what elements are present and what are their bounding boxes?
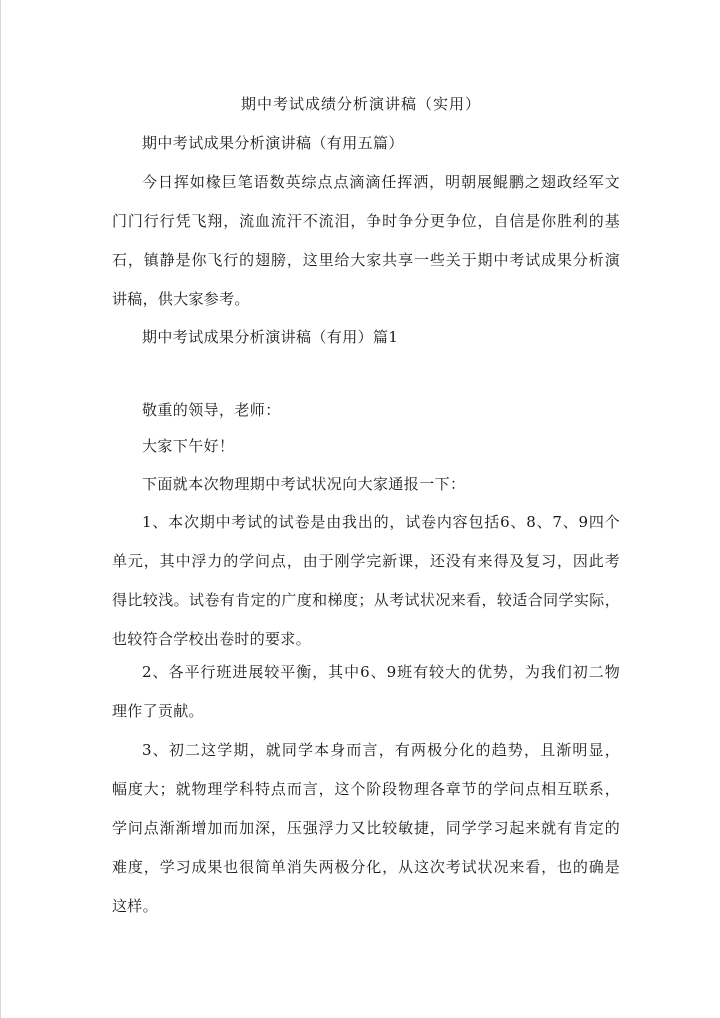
point-line: 单元，其中浮力的学问点，由于刚学完新课，还没有来得及复习，因此考	[112, 552, 620, 570]
point-line: 2、各平行班进展较平衡，其中6、9班有较大的优势，为我们初二物	[142, 663, 620, 681]
intro-line: 石，镇静是你飞行的翅膀，这里给大家共享一些关于期中考试成果分析演	[112, 251, 620, 269]
point-line: 理作了贡献。	[112, 702, 204, 720]
point-2-paragraph	[112, 662, 620, 740]
document-subtitle: 期中考试成果分析演讲稿（有用五篇）	[142, 134, 404, 152]
intro-line: 门门行行凭飞翔，流血流汗不流泪，争时争分更争位，自信是你胜利的基	[112, 212, 620, 230]
point-line: 幅度大；就物理学科特点而言，这个阶段物理各章节的学问点相互联系，	[112, 780, 620, 798]
point-1-paragraph	[112, 512, 620, 668]
point-line: 也较符合学校出卷时的要求。	[112, 630, 311, 648]
intro-line: 今日挥如椽巨笔语数英综点点滴滴任挥洒，明朝展鲲鹏之翅政经军文	[142, 173, 620, 191]
lead-sentence: 下面就本次物理期中考试状况向大家通报一下：	[142, 475, 466, 493]
point-line: 得比较浅。试卷有肯定的广度和梯度；从考试状况来看，较适合同学实际，	[112, 591, 620, 609]
point-line: 这样。	[112, 897, 158, 915]
point-3-paragraph	[112, 740, 620, 935]
point-line: 3、初二这学期，就同学本身而言，有两极分化的趋势，且渐明显，	[142, 741, 620, 759]
intro-line: 讲稿，供大家参考。	[112, 290, 250, 308]
point-line: 难度，学习成果也很简单消失两极分化，从这次考试状况来看，也的确是	[112, 858, 620, 876]
intro-paragraph	[112, 172, 620, 328]
point-line: 1、本次期中考试的试卷是由我出的，试卷内容包括6、8、7、9四个	[142, 513, 620, 531]
greeting: 敬重的领导，老师：	[142, 401, 281, 419]
salutation: 大家下午好！	[142, 437, 235, 455]
point-line: 学问点渐渐增加而加深，压强浮力又比较敏捷，同学学习起来就有肯定的	[112, 819, 620, 837]
section-heading: 期中考试成果分析演讲稿（有用）篇1	[142, 328, 399, 346]
document-title: 期中考试成绩分析演讲稿（实用）	[240, 95, 481, 113]
